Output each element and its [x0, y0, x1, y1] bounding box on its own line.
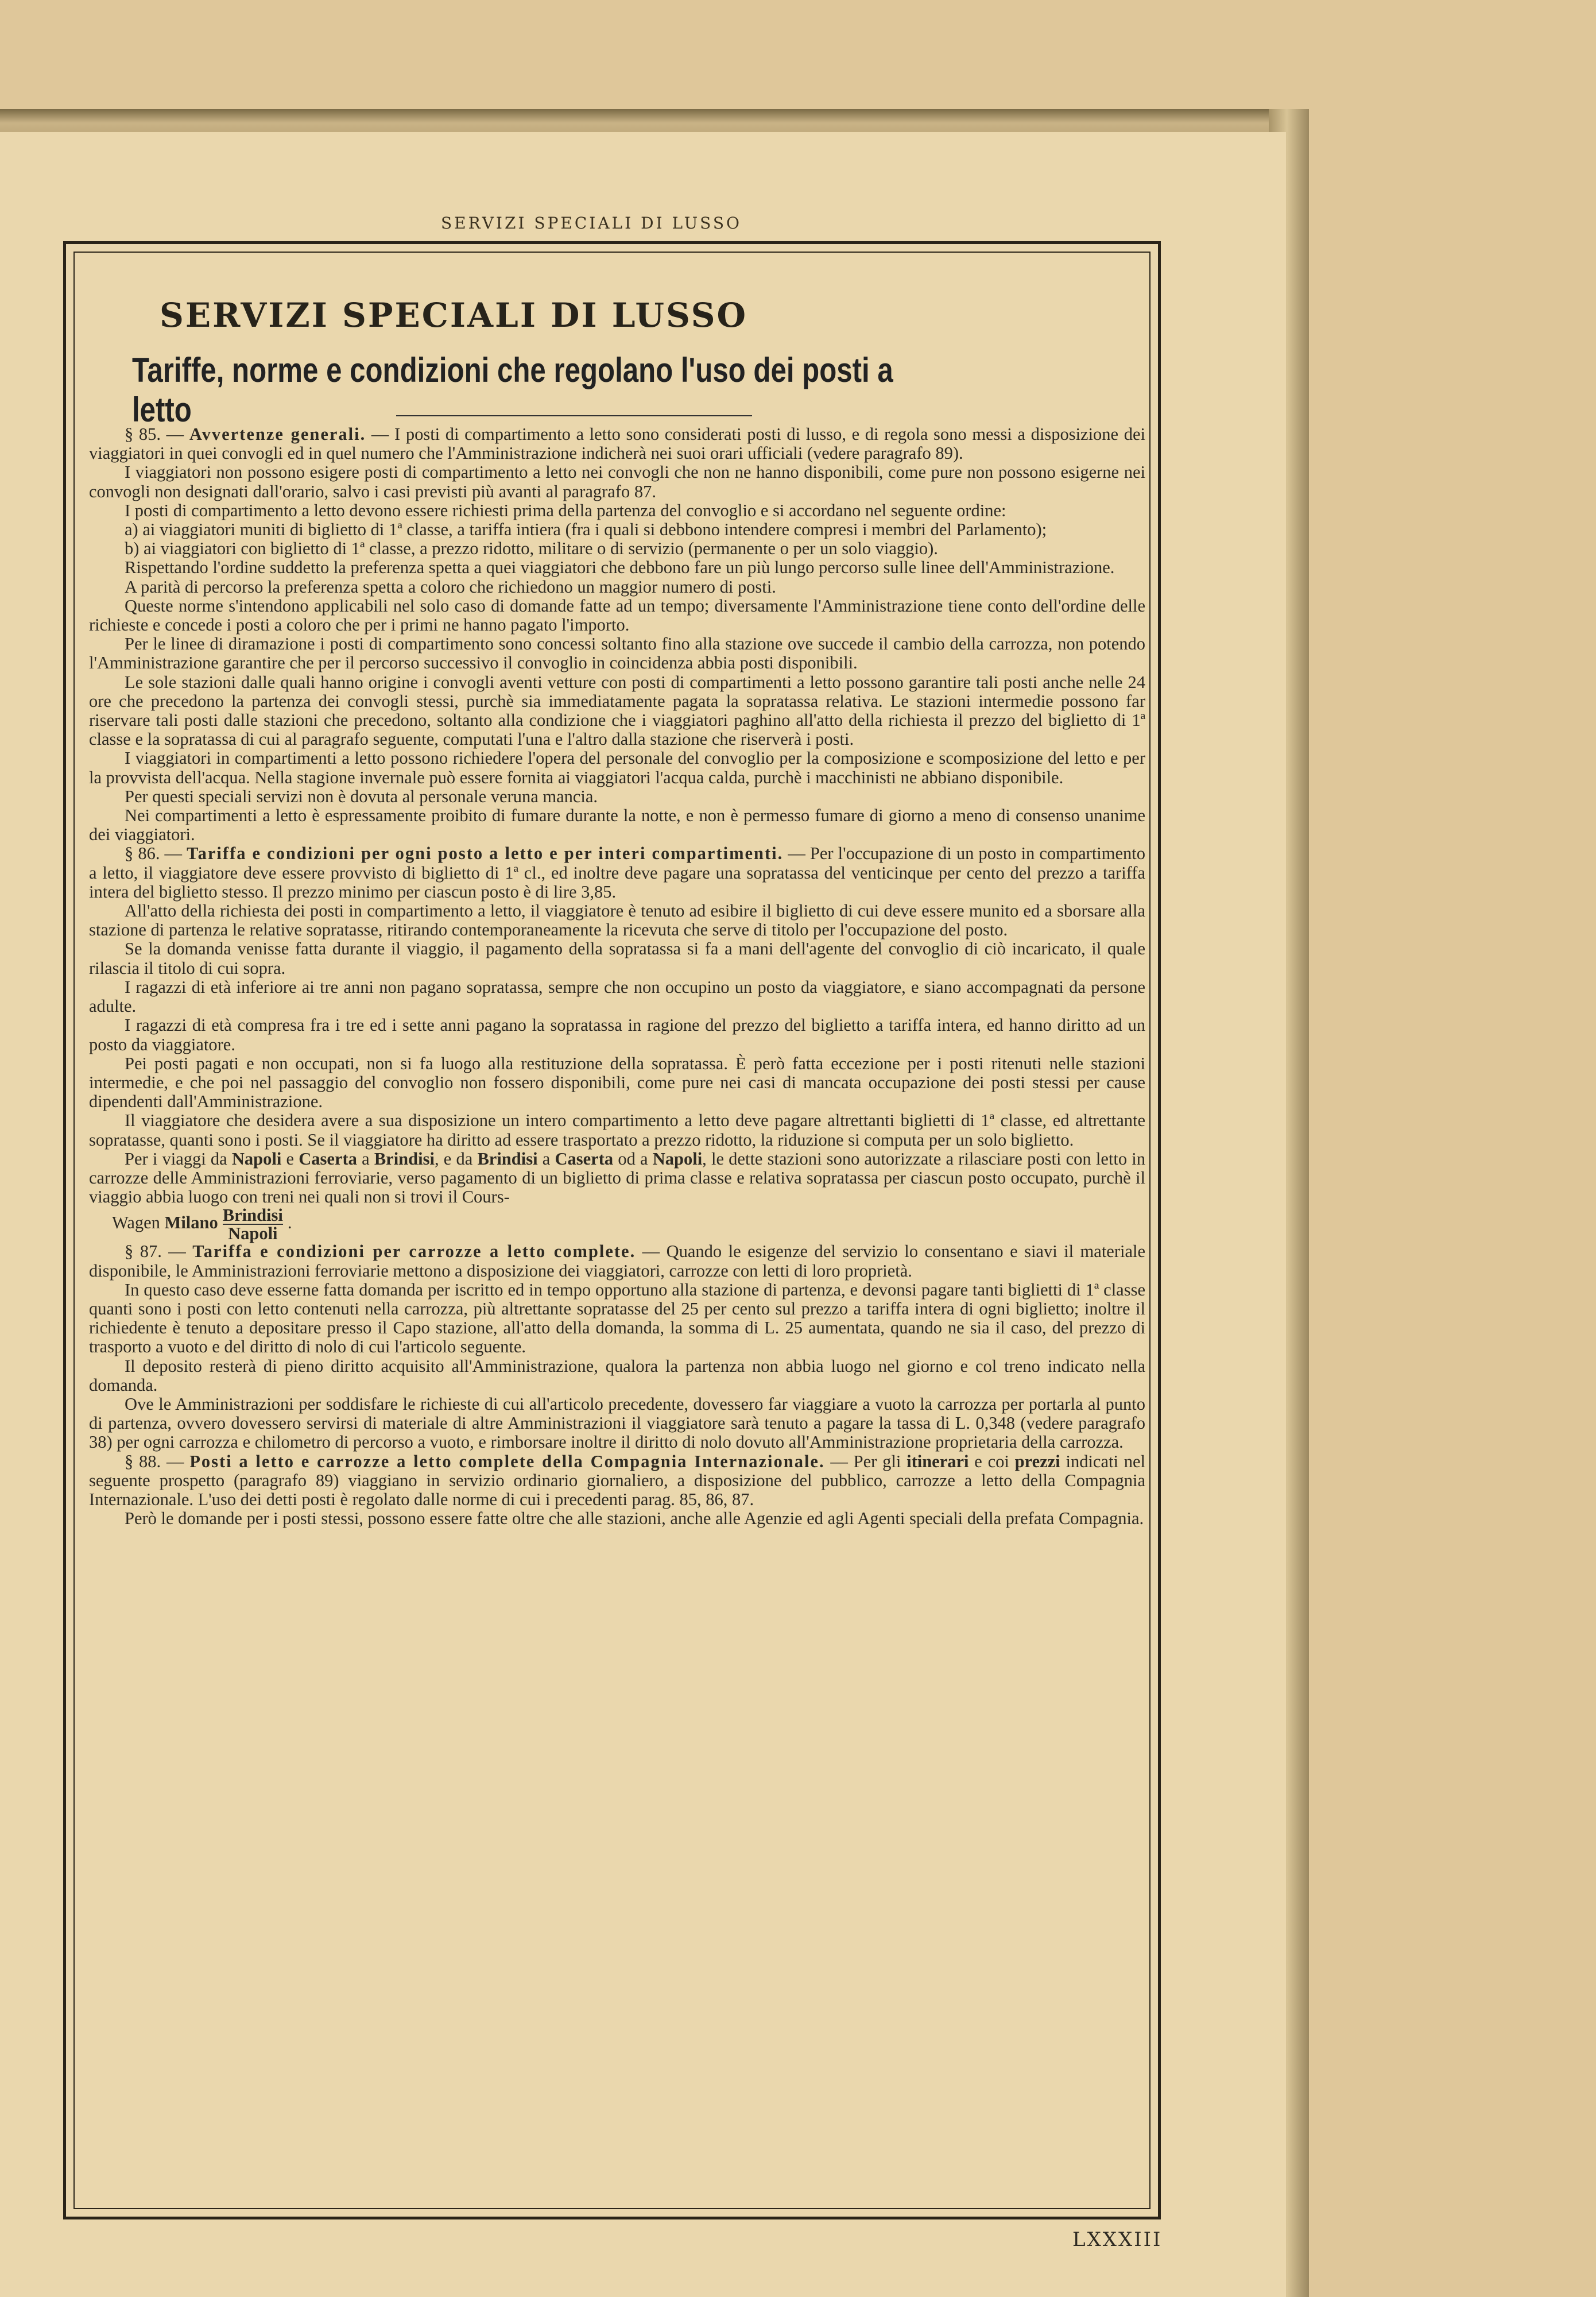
paragraph: Le sole stazioni dalle quali hanno origine i convogli aventi vetture con posti di compartimenti a letto possono garantire tali posti anche nelle 24 ore che precedono la partenza dei convogli stessi, purchè sia immediatamente pagata la sopratassa relativa. Le stazioni intermedie possono far riservare tali posti dalle stazioni che precedono, soltanto alla condizione che i viaggiatori paghino all'atto della richiesta il prezzo del biglietto di 1ª classe e la sopratassa di cui al paragrafo seguente, computati l'una e l'altro dalla stazione che riserverà i posti.: [89, 672, 1145, 749]
paragraph: Il viaggiatore che desidera avere a sua disposizione un intero compartimento a letto deve pagare altrettanti biglietti di 1ª classe, ed altrettante sopratasse, quanti sono i posti. Se il viaggiatore ha diritto ad essere trasportato a prezzo ridotto, la riduzione si computa per un solo biglietto.: [89, 1111, 1145, 1150]
paragraph: Pei posti pagati e non occupati, non si fa luogo alla restituzione della sopratassa. È però fatta eccezione per i posti ritenuti nelle stazioni intermedie, e che poi nel passaggio del convoglio non fossero disponibili, come pure nei casi di mancata occupazione dei posti stessi per cause dipendenti dall'Amministrazione.: [89, 1053, 1145, 1112]
paragraph: I ragazzi di età inferiore ai tre anni non pagano sopratassa, sempre che non occupino un posto da viaggiatore, e siano accompagnati da persone adulte.: [89, 977, 1145, 1016]
title-rule: [396, 415, 752, 416]
section-86-intro: § 86. — Tariffa e condizioni per ogni posto a letto e per interi compartimenti. — Per l'occupazione di un posto in compartimento a letto, il viaggiatore deve essere provvisto di biglietto di 1ª cl., ed inoltre deve pagare una sopratassa del venticinque per cento del prezzo a tariffa intera del biglietto stesso. Il prezzo minimo per ciascun posto è di lire 3,85.: [89, 844, 1145, 902]
paragraph: Se la domanda venisse fatta durante il viaggio, il pagamento della sopratassa si fa a mani dell'agente del convoglio di ciò incaricato, il quale rilascia il titolo di cui sopra.: [89, 939, 1145, 978]
route-fraction: Brindisi Napoli: [222, 1205, 283, 1244]
section-85-heading: Avvertenze generali.: [189, 424, 366, 444]
section-87-intro: § 87. — Tariffa e condizioni per carrozze a letto complete. — Quando le esigenze del servizio lo consentano e siavi il materiale disponibile, le Amministrazioni ferroviarie mettono a disposizione dei viaggiatori, carrozze con letti di loro proprietà.: [89, 1242, 1146, 1281]
paragraph: Nei compartimenti a letto è espressamente proibito di fumare durante la notte, e non è permesso fumare di giorno a meno di consenso unanime dei viaggiatori.: [89, 806, 1145, 845]
paragraph: Per questi speciali servizi non è dovuta al personale veruna mancia.: [125, 786, 598, 806]
paragraph: a) ai viaggiatori muniti di biglietto di 1ª classe, a tariffa intiera (fra i quali si debbono intendere compresi i membri del Parlamento);: [125, 520, 1047, 540]
paragraph: Però le domande per i posti stessi, possono essere fatte oltre che alle stazioni, anche alle Agenzie ed agli Agenti speciali della prefata Compagnia.: [125, 1509, 1144, 1529]
section-88-heading: Posti a letto e carrozze a letto complete della Compagnia Internazionale.: [189, 1451, 825, 1471]
section-88-intro: § 88. — Posti a letto e carrozze a letto complete della Compagnia Internazionale. — Per gli itinerari e coi prezzi indicati nel seguente prospetto (paragrafo 89) viaggiano in servizio ordinario giornaliero, a disposizione del pubblico, carrozze a letto della Compagnia Internazionale. L'uso dei detti posti è regolato dalle norme di cui i precedenti parag. 85, 86, 87.: [89, 1451, 1146, 1509]
title-subtitle: Tariffe, norme e condizioni che regolano l'uso dei posti a letto: [132, 351, 893, 429]
paragraph: I posti di compartimento a letto devono essere richiesti prima della partenza del convoglio e si accordano nel seguente ordine:: [125, 500, 1006, 520]
running-head: SERVIZI SPECIALI DI LUSSO: [440, 214, 742, 233]
page-number: LXXXIII: [1072, 2228, 1163, 2251]
cours-wagen-line: Wagen Milano Brindisi Napoli .: [112, 1205, 292, 1244]
paragraph: I viaggiatori in compartimenti a letto possono richiedere l'opera del personale del convoglio per la composizione e scomposizione del letto e per la provvista dell'acqua. Nella stagione invernale può essere fornita ai viaggiatori l'acqua calda, purchè i macchinisti ne abbiano disponibile.: [89, 748, 1145, 787]
paragraph: In questo caso deve esserne fatta domanda per iscritto ed in tempo opportuno alla stazione di partenza, e devonsi pagare tanti biglietti di 1ª classe quanti sono i posti con letto contenuti nella carrozza, più altrettante sopratasse del 25 per cento sul prezzo a tariffa intera di ogni biglietto; inoltre il richiedente è tenuto a depositare presso il Capo stazione, all'atto della domanda, la somma di L. 25 aumentata, quando ne sia il caso, del prezzo di trasporto a vuoto e del diritto di nolo di cui l'articolo seguente.: [89, 1279, 1145, 1357]
paragraph: b) ai viaggiatori con biglietto di 1ª classe, a prezzo ridotto, militare o di servizio (permanente o per un solo viaggio).: [125, 539, 938, 559]
section-86-heading: Tariffa e condizioni per ogni posto a letto e per interi compartimenti.: [187, 844, 784, 864]
paragraph: Queste norme s'intendono applicabili nel solo caso di domande fatte ad un tempo; diversamente l'Amministrazione tiene conto dell'ordine delle richieste e concede i posti a coloro che per i primi ne hanno pagato l'importo.: [89, 595, 1145, 635]
paragraph: Per le linee di diramazione i posti di compartimento sono concessi soltanto fino alla stazione ove succede il cambio della carrozza, non potendo l'Amministrazione garantire che per il percorso successivo il convoglio in coincidenza abbia posti disponibili.: [89, 634, 1145, 673]
paragraph: Ove le Amministrazioni per soddisfare le richieste di cui all'articolo precedente, dovessero far viaggiare a vuoto la carrozza per portarla al punto di partenza, ovvero dovessero servirsi di materiale di altre Amministrazioni il viaggiatore sarà tenuto a pagare la tassa di L. 0,348 (vedere paragrafo 38) per ogni carrozza e chilometro di percorso a vuoto, e rimborsare inoltre il diritto di nolo dovuto all'Amministrazione proprietaria della carrozza.: [89, 1394, 1145, 1452]
paragraph: Rispettando l'ordine suddetto la preferenza spetta a quei viaggiatori che debbono fare un più lungo percorso sulle linee dell'Amministrazione.: [125, 558, 1115, 578]
paragraph: All'atto della richiesta dei posti in compartimento a letto, il viaggiatore è tenuto ad esibire il biglietto di cui deve essere munito ed a sborsare alla stazione di partenza le relative sopratasse, ritirando contemporaneamente la ricevuta che serve di titolo per l'occupazione del posto.: [89, 901, 1145, 940]
paragraph: A parità di percorso la preferenza spetta a coloro che richiedono un maggior numero di posti.: [125, 577, 776, 597]
paragraph: I viaggiatori non possono esigere posti di compartimento a letto nei convogli che non ne hanno disponibili, come pure non possono esigerne nei convogli non designati dall'orario, salvo i casi previsti più avanti al paragrafo 87.: [89, 462, 1145, 501]
paragraph: I ragazzi di età compresa fra i tre ed i sette anni pagano la sopratassa in ragione del prezzo del biglietto a tariffa intera, ed hanno diritto ad un posto da viaggiatore.: [89, 1015, 1145, 1054]
section-87-heading: Tariffa e condizioni per carrozze a letto complete.: [192, 1242, 636, 1262]
paragraph: Il deposito resterà di pieno diritto acquisito all'Amministrazione, qualora la partenza non abbia luogo nel giorno e col treno indicato nella domanda.: [89, 1356, 1145, 1395]
body-text: [89, 425, 1145, 1528]
title-main: SERVIZI SPECIALI DI LUSSO: [160, 296, 747, 335]
paragraph-route: Per i viaggi da Napoli e Caserta a Brindisi, e da Brindisi a Caserta od a Napoli, le dette stazioni sono autorizzate a rilasciare posti con letto in carrozze delle Amministrazioni ferroviarie, verso pagamento di un biglietto di prima classe e relativa sopratassa per ciascun posto occupato, purchè il viaggio abbia luogo con treni nei quali non si trovi il Cours-: [89, 1148, 1145, 1207]
section-85-intro: § 85. — Avvertenze generali. — I posti di compartimento a letto sono considerati posti di lusso, e di regola sono messi a disposizione dei viaggiatori in quei convogli ed in quel numero che l'Amministrazione indicherà nei suoi orari ufficiali (vedere paragrafo 89).: [89, 424, 1146, 463]
